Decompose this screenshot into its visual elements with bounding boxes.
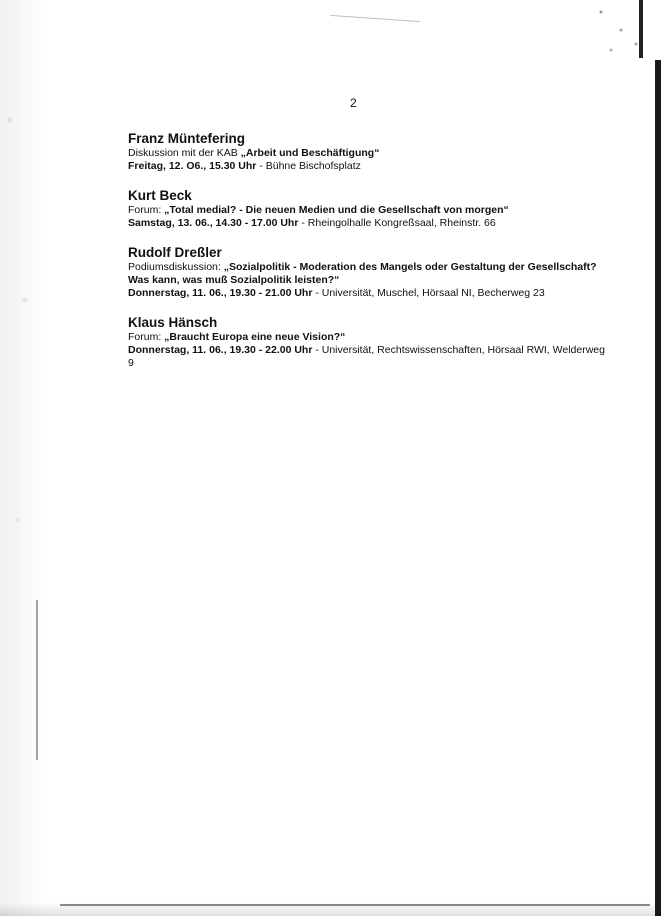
event-when-where [128,287,608,300]
speaker-name: Franz Müntefering [128,131,245,146]
speaker-name: Klaus Hänsch [128,315,218,330]
event-entry [128,187,608,230]
event-list [128,130,608,384]
event-when-where [128,160,608,173]
event-when-where [128,344,608,370]
event-description [128,261,608,287]
event-title: „Sozialpolitik - Moderation des Mangels oder Gestaltung der Gesellschaft? Was kann, was muß Sozialpolitik leisten?“ [128,261,597,286]
event-entry [128,314,608,370]
scan-edge-bottom [60,904,650,906]
scan-edge-top-right [639,0,643,58]
speaker-name: Kurt Beck [128,188,192,203]
event-date-time: Samstag, 13. 06., 14.30 - 17.00 Uhr [128,217,299,229]
event-location: - Bühne Bischofsplatz [256,160,361,172]
event-type: Podiumsdiskussion: [128,261,224,273]
event-title: „Total medial? - Die neuen Medien und die Gesellschaft von morgen“ [164,204,509,216]
scan-artifact-top [330,15,420,22]
event-type: Forum: [128,331,165,343]
event-title: „Arbeit und Beschäftigung“ [240,147,380,159]
event-type: Forum: [128,204,165,216]
event-location: - Universität, Rechtswissenschaften, Hörsaal RWI, Welderweg 9 [128,344,605,369]
event-entry [128,130,608,173]
page-number: 2 [350,96,357,110]
event-date-time: Donnerstag, 11. 06., 19.30 - 21.00 Uhr [128,287,313,299]
event-description [128,147,608,160]
event-title: „Braucht Europa eine neue Vision?“ [164,331,346,343]
event-when-where [128,217,608,230]
event-location: - Rheingolhalle Kongreßsaal, Rheinstr. 66 [298,217,496,229]
event-description [128,204,608,217]
event-description [128,331,608,344]
speaker-name: Rudolf Dreßler [128,245,222,260]
event-date-time: Donnerstag, 11. 06., 19.30 - 22.00 Uhr [128,344,313,356]
event-date-time: Freitag, 12. O6., 15.30 Uhr [128,160,257,172]
event-entry [128,244,608,300]
scan-edge-right [655,60,661,916]
scan-shadow-left [0,0,46,916]
event-type: Diskussion mit der KAB [128,147,241,159]
event-location: - Universität, Muschel, Hörsaal NI, Becherweg 23 [312,287,545,299]
scan-artifact-line [36,600,38,760]
